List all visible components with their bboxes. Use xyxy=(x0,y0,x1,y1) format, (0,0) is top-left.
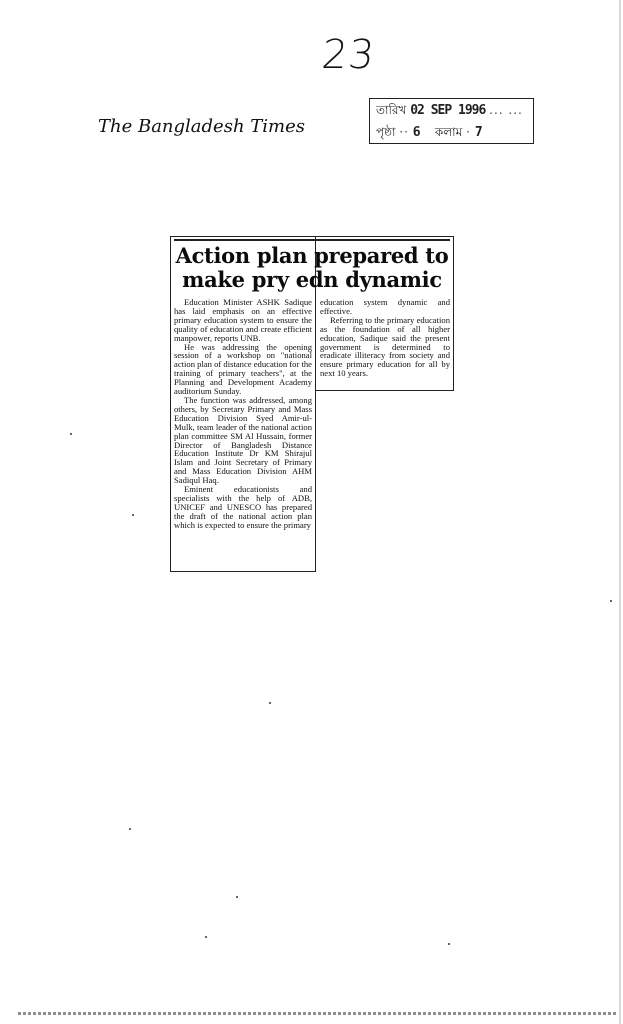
scan-speck xyxy=(132,514,134,516)
article-paragraph: He was addressing the opening session of a workshop on "national action plan of distance education for the training of primary teachers", at the Planning and Development Academy auditorium Sunday. xyxy=(174,341,312,397)
scan-speck xyxy=(70,433,72,435)
article-headline: Action plan prepared to make pry edn dynamic xyxy=(175,243,449,292)
news-clipping xyxy=(170,236,454,572)
article-paragraph: Eminent educationists and specialists with the help of ADB, UNICEF and UNESCO has prepared the draft of the national action plan which is expected to ensure the primary xyxy=(174,484,312,530)
stamp-date-value: 02 SEP 1996 xyxy=(410,103,486,118)
scan-speck xyxy=(448,943,450,945)
stamp-date-line xyxy=(376,102,523,122)
scan-speck xyxy=(236,896,238,898)
scan-speck xyxy=(129,828,131,830)
headline-rule xyxy=(174,239,450,241)
article-paragraph: The function was addressed, among others, by Secretary Primary and Mass Education Division Syed Amir-ul-Mulk, team leader of the national action plan committee SM Al Hussain, former Director of Bangladesh Distance Education Institute Dr KM Shirajul Islam and Joint Secretary of Primary and Mass Education Division AHM Sadiqul Haq. xyxy=(174,394,312,486)
stamp-column-label: কলাম xyxy=(434,125,463,139)
handwritten-page-number: 23 xyxy=(319,32,378,78)
scan-speck xyxy=(205,936,207,938)
newspaper-name: The Bangladesh Times xyxy=(98,116,305,137)
clipping-border-step xyxy=(315,390,454,391)
date-stamp xyxy=(369,98,534,144)
scan-speck xyxy=(610,600,612,602)
article-paragraph: education system dynamic and effective. xyxy=(320,297,450,316)
stamp-date-tail: ... ... xyxy=(489,103,523,117)
stamp-page-line: পৃষ্ঠা ·· 6 কলাম · 7 xyxy=(376,125,482,140)
stamp-date-label: তারিখ xyxy=(376,103,407,117)
stamp-page-label: পৃষ্ঠা xyxy=(376,125,396,139)
stamp-column-value: 7 xyxy=(474,125,482,140)
article-column-left xyxy=(174,298,312,530)
scan-edge xyxy=(619,0,621,1024)
scan-artifact-bottom xyxy=(18,1012,618,1015)
scan-speck xyxy=(269,702,271,704)
article-paragraph: Education Minister ASHK Sadique has laid emphasis on an effective primary education system to ensure the quality of education and create efficient manpower, reports UNB. xyxy=(174,297,312,343)
article-paragraph: Referring to the primary education as the foundation of all higher education, Sadique said the present government is determined to eradicate illiteracy from society and ensure primary education for all by next 10 years. xyxy=(320,314,450,379)
article-column-right xyxy=(320,298,450,378)
stamp-page-value: 6 xyxy=(412,125,420,140)
